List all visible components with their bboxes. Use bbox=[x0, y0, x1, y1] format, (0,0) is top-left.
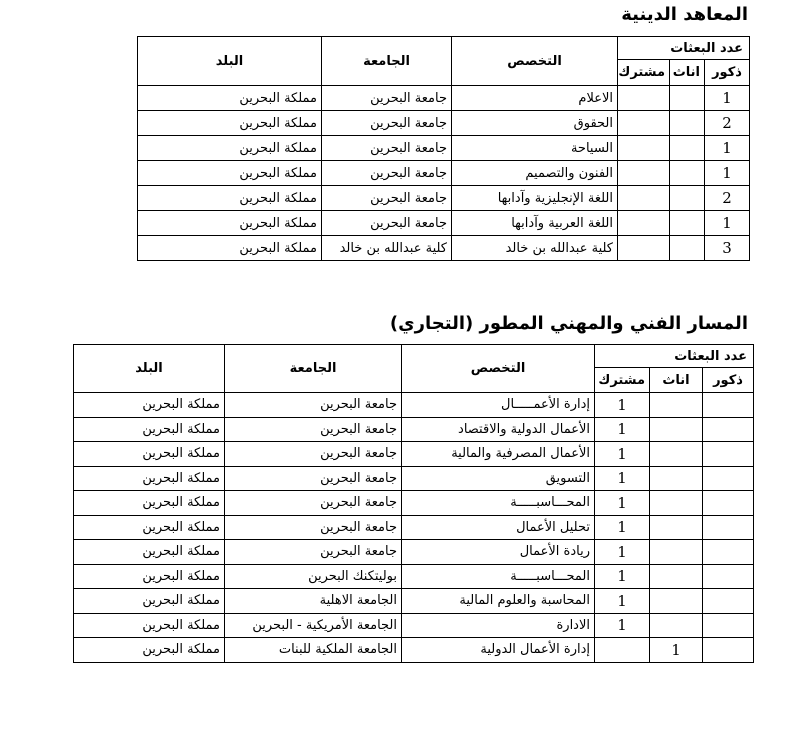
specialty-cell: كلية عبدالله بن خالد bbox=[452, 236, 618, 261]
male-count-cell: 1 bbox=[705, 136, 750, 161]
university-cell: الجامعة الأمريكية - البحرين bbox=[225, 613, 402, 638]
header-specialty: التخصص bbox=[402, 345, 595, 393]
table-row bbox=[74, 442, 754, 467]
university-cell: جامعة البحرين bbox=[225, 491, 402, 516]
joint-count-cell bbox=[618, 161, 670, 186]
table-row bbox=[74, 638, 754, 663]
header-male: ذكور bbox=[703, 368, 754, 393]
header-female: اناث bbox=[670, 60, 705, 86]
university-cell: الجامعة الاهلية bbox=[225, 589, 402, 614]
joint-count-cell bbox=[595, 638, 650, 663]
female-count-cell bbox=[650, 515, 703, 540]
table-row bbox=[138, 136, 750, 161]
male-count-cell: 1 bbox=[705, 211, 750, 236]
male-count-cell bbox=[703, 515, 754, 540]
joint-count-cell: 1 bbox=[595, 613, 650, 638]
header-country: البلد bbox=[74, 345, 225, 393]
joint-count-cell: 1 bbox=[595, 393, 650, 418]
table-row bbox=[138, 186, 750, 211]
joint-count-cell: 1 bbox=[595, 564, 650, 589]
male-count-cell bbox=[703, 613, 754, 638]
male-count-cell bbox=[703, 564, 754, 589]
specialty-cell: اللغة الإنجليزية وآدابها bbox=[452, 186, 618, 211]
joint-count-cell bbox=[618, 86, 670, 111]
country-cell: مملكة البحرين bbox=[74, 393, 225, 418]
male-count-cell bbox=[703, 466, 754, 491]
country-cell: مملكة البحرين bbox=[74, 638, 225, 663]
female-count-cell bbox=[670, 186, 705, 211]
header-joint: مشترك bbox=[618, 60, 670, 86]
specialty-cell: تحليل الأعمال bbox=[402, 515, 595, 540]
university-cell: جامعة البحرين bbox=[322, 186, 452, 211]
country-cell: مملكة البحرين bbox=[74, 564, 225, 589]
header-university: الجامعة bbox=[322, 37, 452, 86]
male-count-cell bbox=[703, 638, 754, 663]
university-cell: جامعة البحرين bbox=[225, 466, 402, 491]
table-row bbox=[74, 466, 754, 491]
joint-count-cell bbox=[618, 111, 670, 136]
table-row bbox=[74, 540, 754, 565]
specialty-cell: الأعمال الدولية والاقتصاد bbox=[402, 417, 595, 442]
table-body bbox=[74, 393, 754, 663]
header-female: اناث bbox=[650, 368, 703, 393]
specialty-cell: إدارة الأعمـــــال bbox=[402, 393, 595, 418]
joint-count-cell: 1 bbox=[595, 491, 650, 516]
country-cell: مملكة البحرين bbox=[138, 236, 322, 261]
male-count-cell: 2 bbox=[705, 111, 750, 136]
country-cell: مملكة البحرين bbox=[74, 613, 225, 638]
specialty-cell: المحاسبة والعلوم المالية bbox=[402, 589, 595, 614]
scholarships-table-commercial bbox=[73, 344, 754, 663]
university-cell: جامعة البحرين bbox=[225, 540, 402, 565]
section-title-religious-institutes: المعاهد الدينية bbox=[621, 4, 748, 25]
header-specialty: التخصص bbox=[452, 37, 618, 86]
female-count-cell bbox=[670, 236, 705, 261]
section-title-commercial-track: المسار الفني والمهني المطور (التجاري) bbox=[389, 313, 748, 334]
female-count-cell bbox=[650, 417, 703, 442]
male-count-cell: 1 bbox=[705, 86, 750, 111]
header-joint: مشترك bbox=[595, 368, 650, 393]
female-count-cell bbox=[650, 564, 703, 589]
male-count-cell: 2 bbox=[705, 186, 750, 211]
university-cell: جامعة البحرين bbox=[322, 211, 452, 236]
university-cell: جامعة البحرين bbox=[322, 86, 452, 111]
male-count-cell: 3 bbox=[705, 236, 750, 261]
table-row bbox=[74, 613, 754, 638]
specialty-cell: الأعمال المصرفية والمالية bbox=[402, 442, 595, 467]
female-count-cell bbox=[670, 86, 705, 111]
female-count-cell bbox=[650, 491, 703, 516]
university-cell: جامعة البحرين bbox=[225, 393, 402, 418]
female-count-cell bbox=[650, 540, 703, 565]
country-cell: مملكة البحرين bbox=[138, 186, 322, 211]
table-row bbox=[138, 211, 750, 236]
header-country: البلد bbox=[138, 37, 322, 86]
table-row bbox=[74, 564, 754, 589]
female-count-cell bbox=[650, 589, 703, 614]
joint-count-cell: 1 bbox=[595, 515, 650, 540]
table-row bbox=[138, 236, 750, 261]
country-cell: مملكة البحرين bbox=[74, 417, 225, 442]
header-count: عدد البعثات bbox=[618, 37, 750, 60]
male-count-cell bbox=[703, 589, 754, 614]
university-cell: جامعة البحرين bbox=[225, 417, 402, 442]
joint-count-cell: 1 bbox=[595, 466, 650, 491]
specialty-cell: المحـــاسبـــــة bbox=[402, 564, 595, 589]
university-cell: جامعة البحرين bbox=[322, 136, 452, 161]
table-row bbox=[138, 111, 750, 136]
country-cell: مملكة البحرين bbox=[74, 491, 225, 516]
male-count-cell bbox=[703, 491, 754, 516]
table-row bbox=[74, 393, 754, 418]
table-row bbox=[74, 417, 754, 442]
table-row bbox=[74, 589, 754, 614]
country-cell: مملكة البحرين bbox=[138, 161, 322, 186]
university-cell: كلية عبدالله بن خالد bbox=[322, 236, 452, 261]
country-cell: مملكة البحرين bbox=[74, 466, 225, 491]
male-count-cell bbox=[703, 417, 754, 442]
specialty-cell: إدارة الأعمال الدولية bbox=[402, 638, 595, 663]
header-university: الجامعة bbox=[225, 345, 402, 393]
specialty-cell: ريادة الأعمال bbox=[402, 540, 595, 565]
specialty-cell: اللغة العربية وآدابها bbox=[452, 211, 618, 236]
university-cell: جامعة البحرين bbox=[322, 111, 452, 136]
specialty-cell: الفنون والتصميم bbox=[452, 161, 618, 186]
table-row bbox=[74, 491, 754, 516]
country-cell: مملكة البحرين bbox=[74, 515, 225, 540]
country-cell: مملكة البحرين bbox=[138, 111, 322, 136]
joint-count-cell bbox=[618, 136, 670, 161]
header-male: ذكور bbox=[705, 60, 750, 86]
university-cell: جامعة البحرين bbox=[225, 442, 402, 467]
female-count-cell bbox=[650, 393, 703, 418]
female-count-cell: 1 bbox=[650, 638, 703, 663]
specialty-cell: السياحة bbox=[452, 136, 618, 161]
male-count-cell: 1 bbox=[705, 161, 750, 186]
female-count-cell bbox=[670, 136, 705, 161]
country-cell: مملكة البحرين bbox=[74, 540, 225, 565]
joint-count-cell bbox=[618, 186, 670, 211]
country-cell: مملكة البحرين bbox=[138, 86, 322, 111]
male-count-cell bbox=[703, 540, 754, 565]
table-body bbox=[138, 86, 750, 261]
specialty-cell: المحـــاسبـــــة bbox=[402, 491, 595, 516]
country-cell: مملكة البحرين bbox=[138, 136, 322, 161]
joint-count-cell: 1 bbox=[595, 442, 650, 467]
female-count-cell bbox=[650, 466, 703, 491]
university-cell: الجامعة الملكية للبنات bbox=[225, 638, 402, 663]
specialty-cell: التسويق bbox=[402, 466, 595, 491]
country-cell: مملكة البحرين bbox=[74, 589, 225, 614]
university-cell: بوليتكنك البحرين bbox=[225, 564, 402, 589]
university-cell: جامعة البحرين bbox=[322, 161, 452, 186]
table-row bbox=[74, 515, 754, 540]
female-count-cell bbox=[670, 111, 705, 136]
female-count-cell bbox=[670, 211, 705, 236]
female-count-cell bbox=[650, 442, 703, 467]
female-count-cell bbox=[650, 613, 703, 638]
country-cell: مملكة البحرين bbox=[74, 442, 225, 467]
specialty-cell: الحقوق bbox=[452, 111, 618, 136]
scholarships-table-religious bbox=[137, 36, 750, 261]
table-row bbox=[138, 161, 750, 186]
table-row bbox=[138, 86, 750, 111]
joint-count-cell bbox=[618, 236, 670, 261]
female-count-cell bbox=[670, 161, 705, 186]
university-cell: جامعة البحرين bbox=[225, 515, 402, 540]
joint-count-cell: 1 bbox=[595, 540, 650, 565]
header-count: عدد البعثات bbox=[595, 345, 754, 368]
specialty-cell: الادارة bbox=[402, 613, 595, 638]
country-cell: مملكة البحرين bbox=[138, 211, 322, 236]
male-count-cell bbox=[703, 393, 754, 418]
joint-count-cell bbox=[618, 211, 670, 236]
specialty-cell: الاعلام bbox=[452, 86, 618, 111]
male-count-cell bbox=[703, 442, 754, 467]
joint-count-cell: 1 bbox=[595, 589, 650, 614]
joint-count-cell: 1 bbox=[595, 417, 650, 442]
